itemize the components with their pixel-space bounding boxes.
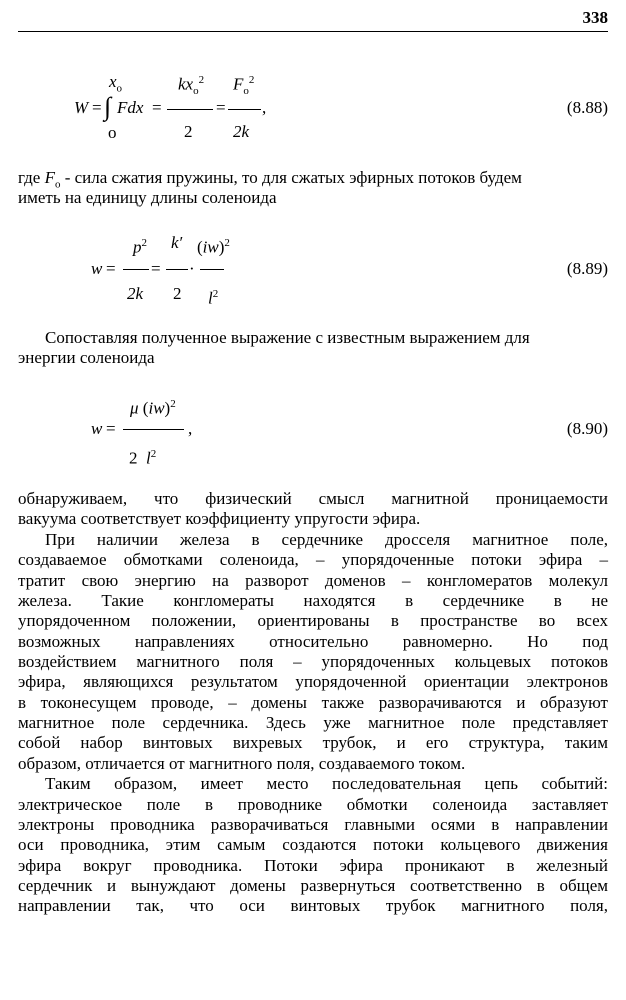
lhs-w: w bbox=[91, 419, 103, 438]
text-line: обнаруживаем, что физический смысл магнитной проницаемости bbox=[18, 489, 608, 508]
integral-lower-limit: o bbox=[108, 123, 117, 142]
text-line: возможных направлениях относительно равномерно. Но под bbox=[18, 632, 608, 651]
comma: , bbox=[188, 419, 193, 438]
fraction-bar bbox=[167, 109, 213, 110]
text-line: образом, отличается от магнитного поля, создаваемого током. bbox=[18, 754, 466, 773]
equals-sign: = bbox=[106, 259, 116, 278]
fraction-bar bbox=[123, 269, 149, 270]
fraction-numerator: $F_o^2$ bbox=[233, 74, 255, 98]
multiply-dot: · bbox=[189, 259, 195, 278]
fraction-numerator: μ (iw)$^2$ bbox=[130, 398, 176, 418]
paragraph bbox=[18, 328, 608, 348]
text-line: в токонесущем проводе, – домены также разворачиваются и образуют bbox=[18, 693, 608, 712]
equation-number: (8.88) bbox=[566, 98, 608, 117]
fraction-numerator: $p^2$ bbox=[133, 237, 147, 257]
text-line: создаваемое обмотками соленоида, – упорядоченные потоки эфира – bbox=[18, 550, 608, 569]
equals-sign: = bbox=[151, 259, 161, 278]
text-block: где $F_o$ - сила сжатия пружины, то для сжатых эфирных потоков будем bbox=[18, 168, 522, 191]
fraction-numerator: k′ bbox=[171, 233, 183, 252]
fraction-bar bbox=[200, 269, 224, 270]
text-line: тратит свою энергию на разворот доменов – конгломератов молекул bbox=[18, 571, 608, 590]
integrand: Fdx bbox=[117, 98, 144, 117]
equals-sign: = bbox=[216, 98, 226, 117]
text-line: упорядоченном положении, ориентированы в пространстве во всех bbox=[18, 611, 608, 630]
fraction-denominator: $l^2$ bbox=[208, 288, 219, 308]
text-line: сердечник и вынуждают домены развернуться соответственно в общем bbox=[18, 876, 608, 895]
text-line: направлении так, что оси винтовых трубок магнитного поля, bbox=[18, 896, 608, 915]
equals-sign: = bbox=[92, 98, 102, 117]
fraction-bar bbox=[228, 109, 261, 110]
integral-upper-limit: $x_o$ bbox=[109, 72, 123, 95]
text-line: оси проводника, этим самым создаются потоки кольцевого движения bbox=[18, 835, 608, 854]
text-line: При наличии железа в сердечнике дросселя магнитное поле, bbox=[45, 530, 608, 549]
fraction-bar bbox=[166, 269, 188, 270]
fraction-numerator: (iw)$^2$ bbox=[197, 237, 230, 257]
equals-sign: = bbox=[152, 98, 162, 117]
fraction-denominator: 2 $l^2$ bbox=[129, 448, 157, 468]
text-line: Таким образом, имеет место последовательная цепь событий: bbox=[45, 774, 608, 793]
page-number: 338 bbox=[582, 8, 608, 27]
text-line: собой набор винтовых вихревых трубок, и его структура, таким bbox=[18, 733, 608, 752]
integral-sign: ∫ bbox=[104, 92, 112, 121]
comma: , bbox=[262, 98, 267, 117]
text-line: железа. Такие конгломераты находятся в сердечнике в не bbox=[18, 591, 608, 610]
fraction-numerator: $kx_o^2$ bbox=[178, 74, 205, 98]
text-line: иметь на единицу длины соленоида bbox=[18, 188, 277, 207]
fraction-bar bbox=[123, 429, 184, 430]
text-line: эфира вокруг проводника. Потоки эфира проникают в железный bbox=[18, 856, 608, 875]
equation-number: (8.89) bbox=[566, 259, 608, 278]
fraction-denominator: 2 bbox=[173, 284, 182, 303]
text-line: электрическое поле в проводнике обмотки соленоида заставляет bbox=[18, 795, 608, 814]
header-rule bbox=[18, 31, 608, 32]
text-line: энергии соленоида bbox=[18, 348, 155, 367]
text-line: воздействием магнитного поля – упорядоченных кольцевых потоков bbox=[18, 652, 608, 671]
fraction-denominator: 2 bbox=[184, 122, 193, 141]
text-line: электроны проводника разворачиваться главными осями в направлении bbox=[18, 815, 608, 834]
text-line: вакуума соответствует коэффициенту упругости эфира. bbox=[18, 509, 421, 528]
fraction-denominator: 2k bbox=[127, 284, 144, 303]
text-line: магнитное поле сердечника. Здесь уже магнитное поле представляет bbox=[18, 713, 608, 732]
lhs-W: W bbox=[74, 98, 89, 117]
text-line: эфира, являющихся результатом упорядоченной ориентации электронов bbox=[18, 672, 608, 691]
lhs-w: w bbox=[91, 259, 103, 278]
fraction-denominator: 2k bbox=[233, 122, 250, 141]
equals-sign: = bbox=[106, 419, 116, 438]
equation-number: (8.90) bbox=[566, 419, 608, 438]
text-line: Сопоставляя полученное выражение с известным выражением для bbox=[45, 328, 530, 347]
